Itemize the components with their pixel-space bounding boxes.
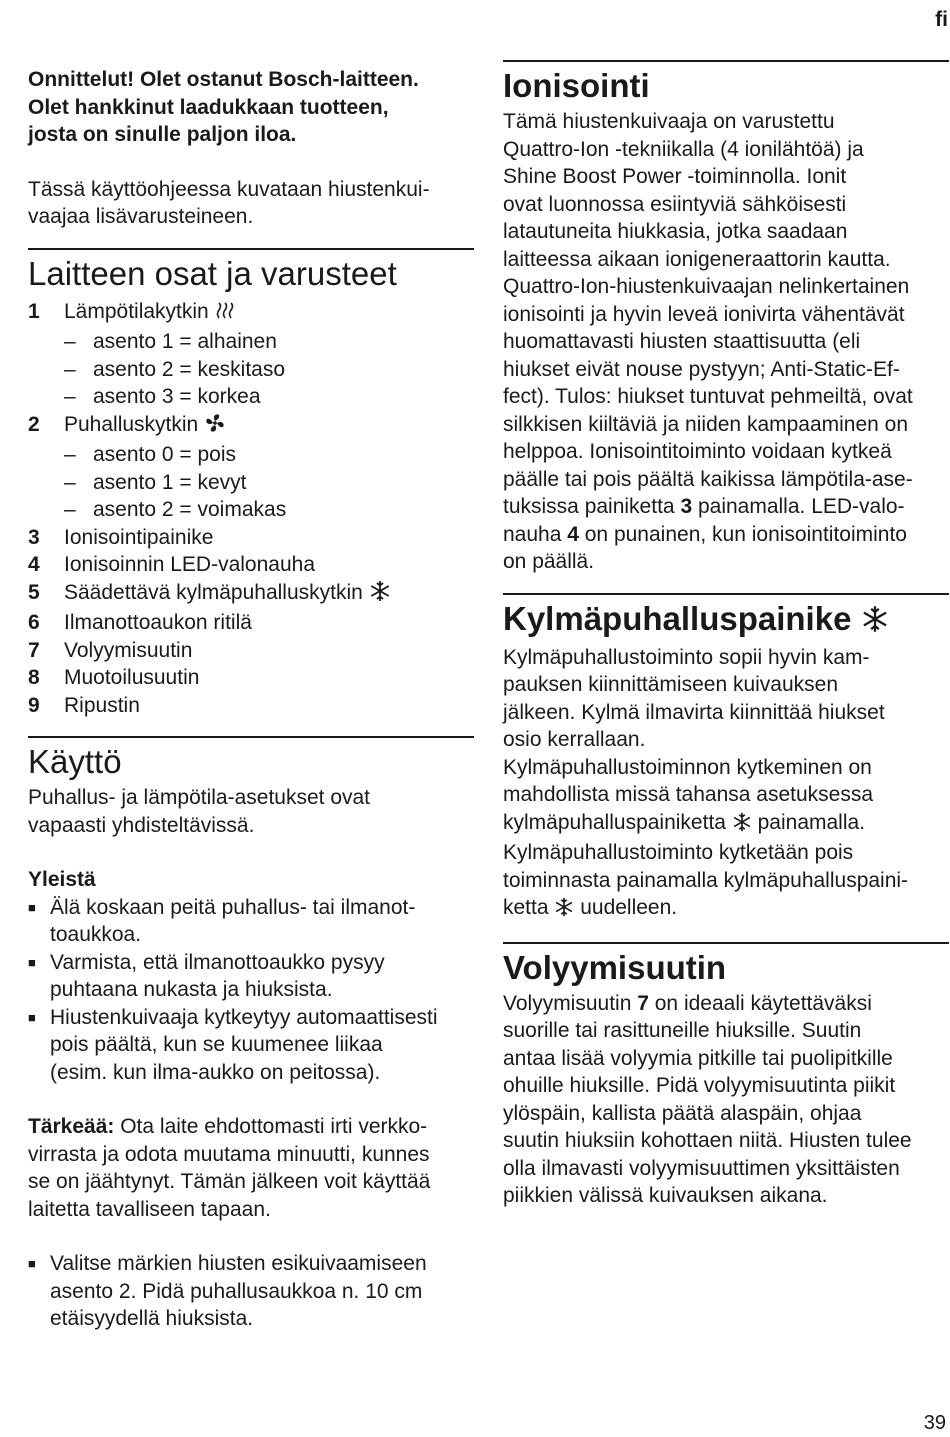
ionisation-heading: Ionisointi [503, 67, 650, 104]
item-label: Ilmanottoaukon ritilä [64, 611, 252, 634]
bullet-item: ■ Varmista, että ilmanottoaukko pysyy puhtaana nukasta ja hiuksista. [28, 950, 385, 1001]
usage-text-line: vapaasti yhdisteltävissä. [28, 813, 255, 837]
item-number: 9 [28, 693, 40, 717]
usage-heading: Käyttö [28, 743, 122, 780]
sub-item: – asento 2 = keskitaso [64, 357, 286, 381]
usage-text-line: Puhallus- ja lämpötila-asetukset ovat [28, 786, 371, 809]
sub-item: – asento 2 = voimakas [64, 498, 287, 521]
item-label: Puhalluskytkin [64, 412, 199, 436]
item-number: 5 [28, 580, 40, 604]
list-item [28, 664, 474, 692]
item-number: 6 [28, 611, 40, 634]
list-item [28, 609, 474, 637]
item-label: Muotoilusuutin [64, 666, 200, 689]
snowflake-icon [732, 812, 752, 840]
list-item [28, 551, 474, 579]
fan-icon [204, 412, 226, 442]
page-number: 39 [923, 1412, 946, 1434]
intro-bold-line: Olet hankkinut laadukkaan tuotteen, [28, 95, 389, 119]
item-number: 1 [28, 299, 40, 323]
important-note: Tärkeää: Ota laite ehdottomasti irti verkko- virrasta ja odota muutama minuutti, kunnes se on jäähtynyt. Tämän jälkeen voit käyttää laitetta tavalliseen tapaan. [28, 1115, 431, 1221]
parts-heading: Laitteen osat ja varusteet [28, 254, 397, 292]
sub-item: – asento 1 = kevyt [64, 470, 247, 494]
list-item [28, 411, 474, 442]
language-tag: fi [935, 8, 948, 31]
right-column [503, 60, 949, 1210]
parts-list [28, 298, 474, 720]
item-number: 8 [28, 666, 40, 689]
snowflake-icon [554, 897, 574, 925]
cold-shot-heading: Kylmäpuhalluspainike [503, 599, 949, 642]
item-number: 2 [28, 412, 40, 436]
intro-text-line: Tässä käyttöohjeessa kuvataan hiustenkui- [28, 177, 430, 201]
general-bullets [28, 894, 474, 1087]
volume-nozzle-text: Volyymisuutin 7 on ideaali käytettäväksi suorille tai rasittuneille hiuksille. Suutin antaa lisää volyymia pitkille tai puolipitkille ohuille hiuksille. Pidä volyymisuutinta piikit ylöspäin, kallista päätä alaspäin, ohjaa suutin hiuksiin kohottaen niitä. Hiusten tulee olla ilmavasti volyymisuuttimen yksittäisten piikkien välissä kuivauksen aikana. [503, 991, 912, 1207]
snowflake-icon [861, 602, 889, 642]
sub-item: – asento 1 = alhainen [64, 330, 277, 353]
item-number: 7 [28, 638, 40, 662]
general-subheading: Yleistä [28, 868, 96, 891]
heat-icon [215, 301, 235, 329]
list-item [28, 298, 474, 329]
cold-shot-text: Kylmäpuhallustoiminto sopii hyvin kam- pauksen kiinnittämiseen kuivauksen jälkeen. Kylmä ilmavirta kiinnittää hiukset osio kerrallaan. Kylmäpuhallustoiminnon kytkeminen on mahdollista missä tahansa asetuksessa kylmäpuhalluspainiketta painamalla. Kylmäpuhallustoiminto kytketään pois toiminnasta painamalla kylmäpuhalluspaini- ketta uudelleen. [503, 644, 949, 925]
item-number: 4 [28, 553, 40, 576]
bullet-item: ■ Älä koskaan peitä puhallus- tai ilmanot- toaukkoa. [28, 895, 416, 946]
snowflake-icon [369, 580, 391, 610]
ionisation-text: Tämä hiustenkuivaaja on varustettu Quattro-Ion -tekniikalla (4 ionilähtöä) ja Shine Boost Power -toiminnolla. Ionit ovat luonnossa esiintyviä sähköisesti latautuneita hiukkasia, jotka saadaan laitteessa aikaan ionigeneraattorin kautta. Quattro-Ion-hiustenkuivaajan nelinkertainen ionisointi ja hyvin leveä ionivirta vähentävät huomattavasti hiusten staattisuutta (eli hiukset eivät nouse pystyyn; Anti-Static-Ef- fect). Tulos: hiukset tuntuvat pehmeiltä, ovat silkkisen kiiltäviä ja niiden kampaaminen on helppoa. Ionisointitoiminto voidaan kytkeä päälle tai pois päältä kaikissa lämpötila-ase- tuksissa painiketta 3 painamalla. LED-valo- nauha 4 on punainen, kun ionisointitoiminto on päällä. [503, 110, 913, 573]
intro-bold-line: Onnittelut! Olet ostanut Bosch-laitteen. [28, 68, 419, 91]
item-number: 3 [28, 525, 40, 549]
item-label: Säädettävä kylmäpuhalluskytkin [64, 580, 363, 604]
list-item [28, 579, 474, 610]
intro-bold-line: josta on sinulle paljon iloa. [28, 123, 297, 146]
list-item [28, 637, 474, 665]
sub-item: – asento 3 = korkea [64, 385, 261, 408]
item-label: Ionisointipainike [64, 525, 214, 549]
item-label: Ionisoinnin LED-valonauha [64, 553, 316, 576]
list-item [28, 524, 474, 552]
bullet-item: ■ Hiustenkuivaaja kytkeytyy automaattisesti pois päältä, kun se kuumenee liikaa (esim. kun ilma-aukko on peitossa). [28, 1005, 438, 1084]
important-label: Tärkeää: [28, 1115, 115, 1138]
sub-item: – asento 0 = pois [64, 443, 237, 466]
volume-nozzle-heading: Volyymisuutin [503, 948, 727, 986]
item-label: Lämpötilakytkin [64, 299, 209, 323]
bullet-item: ■ Valitse märkien hiusten esikuivaamiseen asento 2. Pidä puhallusaukkoa n. 10 cm etäisyydellä hiuksista. [28, 1252, 427, 1330]
left-column [28, 66, 474, 1333]
item-label: Volyymisuutin [64, 638, 193, 662]
list-item [28, 692, 474, 720]
item-label: Ripustin [64, 693, 140, 717]
intro-text-line: vaajaa lisävarusteineen. [28, 205, 254, 228]
